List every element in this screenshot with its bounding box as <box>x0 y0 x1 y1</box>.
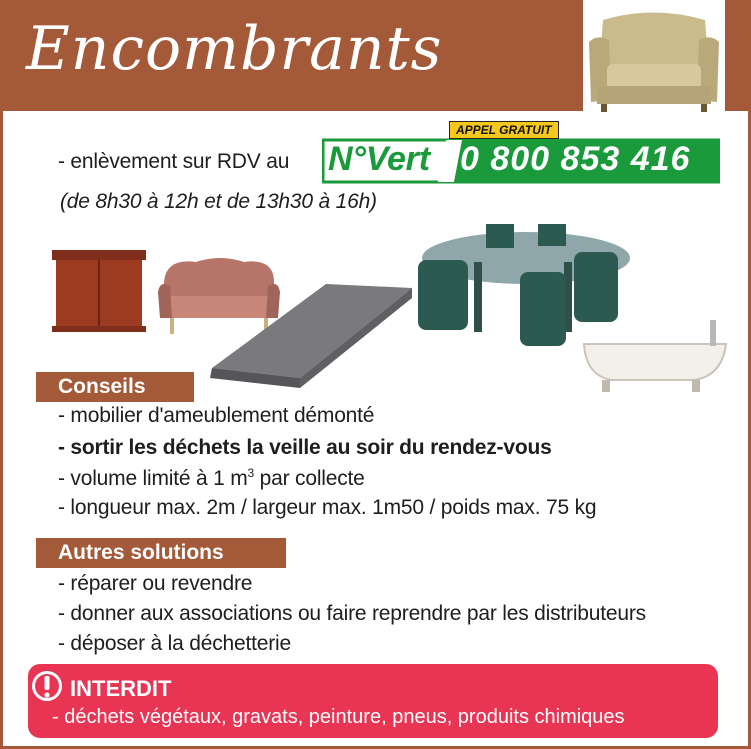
opening-hours: (de 8h30 à 12h et de 13h30 à 16h) <box>60 190 377 213</box>
cubic-exponent: 3 <box>247 466 255 480</box>
interdit-text: - déchets végétaux, gravats, peinture, pneus, produits chimiques <box>52 706 625 728</box>
cabinet-image <box>52 246 148 334</box>
volume-text: - volume limité à 1 m <box>58 467 248 490</box>
warning-icon <box>31 670 63 702</box>
volume-suffix: par collecte <box>259 467 365 490</box>
interdit-title: INTERDIT <box>70 676 172 701</box>
conseil-item: - longueur max. 2m / largeur max. 1m50 / poids max. 75 kg <box>58 496 597 519</box>
appel-gratuit-badge: APPEL GRATUIT <box>449 121 559 139</box>
conseil-item-bold: - sortir les déchets la veille au soir du rendez-vous <box>58 436 552 459</box>
page-title: Encombrants <box>26 14 443 84</box>
intro-line: - enlèvement sur RDV au <box>58 150 290 173</box>
armchair-image <box>583 0 725 116</box>
conseils-label: Conseils <box>36 372 194 402</box>
phone-number[interactable]: 0 800 853 416 <box>460 140 691 178</box>
autres-label: Autres solutions <box>36 538 286 568</box>
conseil-item-volume <box>58 466 365 491</box>
autres-item: - déposer à la déchetterie <box>58 632 291 655</box>
autres-item: - donner aux associations ou faire reprendre par les distributeurs <box>58 602 646 625</box>
conseil-item: - mobilier d'ameublement démonté <box>58 404 375 427</box>
mattress-image <box>206 278 412 390</box>
novert-brand: N°Vert <box>328 140 430 178</box>
autres-item: - réparer ou revendre <box>58 572 253 595</box>
bathtub-image <box>582 314 728 396</box>
